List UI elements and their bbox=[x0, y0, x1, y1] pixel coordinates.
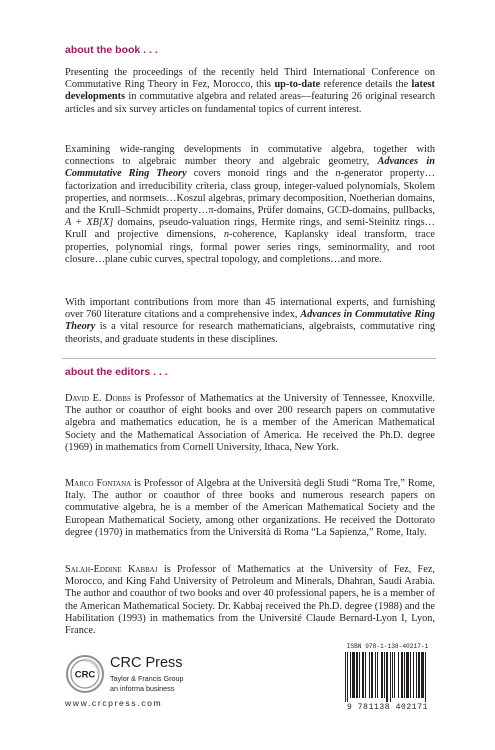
publisher-url: www.crcpress.com bbox=[65, 698, 163, 708]
about-book-paragraph-2 bbox=[65, 144, 435, 266]
p2-text-a: Examining wide-ranging developments in commutative algebra, together with connections to algebraic number theory and algebraic geometry, bbox=[65, 144, 435, 168]
barcode-bar bbox=[421, 652, 424, 698]
barcode-bar bbox=[377, 652, 378, 698]
p1-text-d: in commutative algebra and related areas—featuring 26 original research articles and six survey articles on fundamental topics of current interest. bbox=[65, 91, 435, 115]
barcode-bar bbox=[356, 652, 358, 698]
about-book-heading: about the book . . . bbox=[65, 44, 158, 56]
barcode-icon bbox=[345, 652, 431, 702]
p2-text-d: domains, pseudo-valuation rings, Hermite rings, and semi-Steinitz rings…Krull and projective dimensions, bbox=[65, 217, 435, 241]
editor-bio-fontana bbox=[65, 478, 435, 539]
editor-name-dobbs: David E. Dobbs bbox=[65, 393, 131, 404]
barcode-bar bbox=[401, 652, 403, 698]
barcode-bar bbox=[394, 652, 395, 698]
barcode-bar bbox=[345, 652, 346, 702]
publisher-tagline: an informa business bbox=[110, 684, 175, 693]
barcode-bar bbox=[404, 652, 405, 698]
about-editors-heading: about the editors . . . bbox=[65, 366, 168, 378]
barcode-bar bbox=[365, 652, 366, 698]
barcode-bar bbox=[425, 652, 426, 702]
editor-text-fontana: is Professor of Algebra at the Università degli Studi “Roma Tre,” Rome, Italy. The author or coauthor of three books and numerous research papers on commutative algebra, he is a member of the American Mathematical Society and the European Mathematical Society, among other organizations. He received the Dottorato degree (1970) in mathematics from the Università di Roma “La Sapienza,” Rome, Italy. bbox=[65, 478, 435, 538]
barcode-bar bbox=[352, 652, 355, 698]
p3-book-title: Advances in Commutative Ring Theory bbox=[65, 309, 435, 333]
editor-text-kabbaj: is Professor of Mathematics at the University of Fez, Fez, Morocco, and King Fahd University of Petroleum and Minerals, Dhahran, Saudi Arabia. The author and coauthor of two books and over 40 professional papers, he is a member of the American Mathematical Society. Dr. Kabbaj received the Ph.D. degree (1988) and the Habilitation (1993) in mathematics from the Université Claude Bernard-Lyon I, Lyon, France. bbox=[65, 564, 436, 637]
editor-bio-kabbaj bbox=[65, 564, 435, 637]
barcode-bar bbox=[410, 652, 411, 698]
barcode-bar bbox=[362, 652, 364, 698]
barcode-bar bbox=[350, 652, 351, 698]
p1-text-a: Presenting the proceedings of the recently held Third International Conference on Commutative Ring Theory in Fez, Morocco, this bbox=[65, 67, 435, 91]
p2-text-c: -generator property…factorization and irreducibility criteria, class group, integer-valued polynomials, Skolem properties, and normsets…Koszul algebras, primary decomposition, Noetherian domains, and the Krull–Schmidt property…π-domains, Prüfer domains, GCD-domains, pullbacks, bbox=[65, 168, 435, 217]
publisher-group: Taylor & Francis Group bbox=[110, 674, 184, 683]
section-divider bbox=[62, 358, 436, 359]
p3-text-b: is a vital resource for research mathematicians, algebraists, commutative ring theorists, and graduate students in these disciplines. bbox=[65, 321, 435, 345]
barcode-bar bbox=[386, 652, 388, 702]
about-book-paragraph-3 bbox=[65, 297, 435, 346]
editor-name-fontana: Marco Fontana bbox=[65, 478, 132, 489]
logo-text: CRC bbox=[74, 669, 96, 681]
p1-bold-latest-developments: latest developments bbox=[65, 79, 435, 103]
p2-italic-n: n bbox=[335, 168, 341, 180]
p1-bold-up-to-date: up-to-date bbox=[274, 79, 321, 91]
crc-press-logo bbox=[66, 655, 104, 693]
p2-italic-n-2: n bbox=[223, 229, 230, 241]
barcode-bar bbox=[392, 652, 393, 698]
barcode-bar bbox=[359, 652, 360, 698]
barcode-bar bbox=[406, 652, 409, 698]
about-book-paragraph-1 bbox=[65, 67, 435, 116]
editor-name-kabbaj: Salah-Eddine Kabbaj bbox=[65, 564, 158, 575]
isbn-label: ISBN 978-1-138-40217-1 bbox=[346, 643, 429, 650]
barcode-bar bbox=[418, 652, 420, 698]
p2-text-e: -coherence, Kaplansky ideal transform, trace properties, polynomial rings, formal power series rings, seminormality, and root closure…plane cubic curves, spectral topology, and completions…and more. bbox=[65, 229, 435, 265]
barcode-bar bbox=[413, 652, 414, 698]
p1-text-c: reference details the bbox=[320, 79, 412, 91]
p2-book-title: Advances in Commutative Ring Theory bbox=[65, 156, 435, 180]
barcode-bar bbox=[384, 652, 385, 698]
p2-text-b: covers monoid rings and the bbox=[186, 168, 336, 180]
barcode-bar bbox=[416, 652, 417, 698]
barcode-bar bbox=[398, 652, 399, 698]
barcode-bar bbox=[390, 652, 391, 702]
barcode-bar bbox=[347, 652, 348, 702]
barcode-bar bbox=[369, 652, 370, 698]
editor-text-dobbs: is Professor of Mathematics at the University of Tennessee, Knoxville. The author or coauthor of eight books and over 200 research papers on commutative algebra and mathematics education, he is a member of the American Mathematical Society and the Mathematical Association of America. He received the Ph.D. degree (1969) in mathematics from Cornell University, Ithaca, New York. bbox=[65, 393, 436, 453]
editor-bio-dobbs bbox=[65, 393, 435, 454]
p2-math-expression: A + XB[X] bbox=[65, 217, 114, 229]
p3-text-a: With important contributions from more than 45 international experts, and furnishing over 760 literature citations and a comprehensive index, bbox=[65, 297, 435, 321]
barcode-bar bbox=[375, 652, 376, 698]
isbn-barcode-box bbox=[337, 643, 438, 718]
barcode-bar bbox=[371, 652, 373, 698]
barcode-bar bbox=[381, 652, 383, 698]
publisher-name: CRC Press bbox=[110, 655, 183, 671]
barcode-digits: 9 781138 402171 bbox=[346, 703, 428, 712]
